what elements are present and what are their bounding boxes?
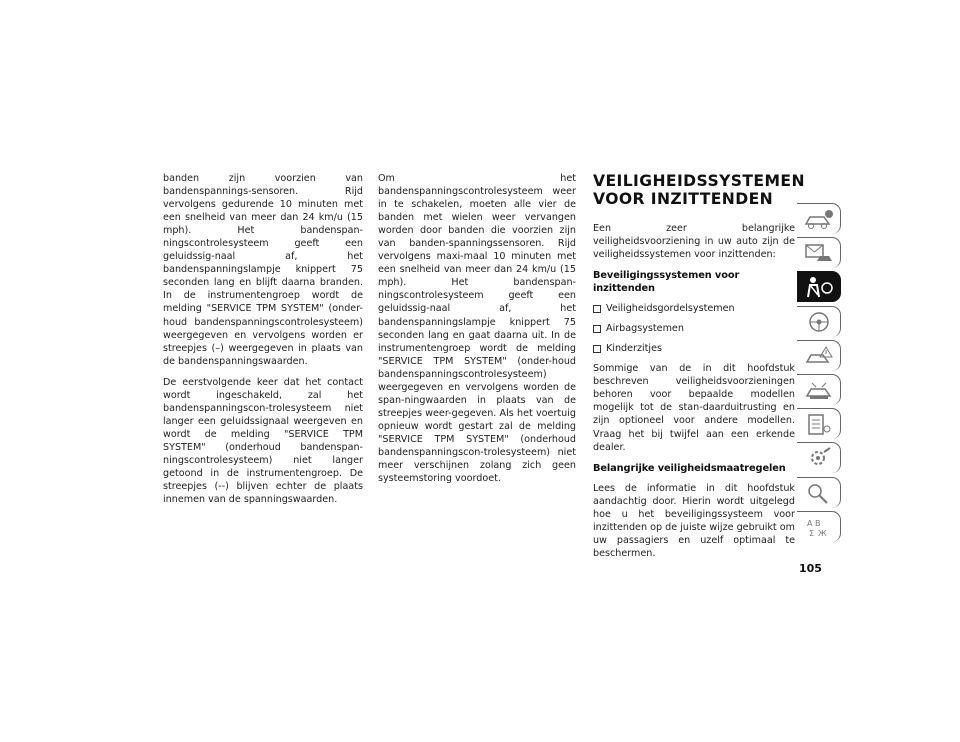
- tab-technical[interactable]: [797, 442, 841, 473]
- tab-languages[interactable]: [797, 511, 841, 542]
- svg-text:Ж: Ж: [818, 528, 827, 538]
- svg-text:A: A: [807, 518, 813, 528]
- tab-safety[interactable]: [797, 271, 841, 302]
- sub-heading-safety-tips: Belangrijke veiligheidsmaatregelen: [593, 462, 786, 474]
- car-info-icon: [802, 207, 836, 231]
- tab-maintenance[interactable]: [797, 408, 841, 439]
- tab-breakdown[interactable]: [797, 374, 841, 405]
- magnifier-icon: [802, 481, 836, 505]
- bullet-item: [593, 322, 795, 335]
- checkbox-bullet-icon: [593, 305, 601, 313]
- chapter-tabs: [797, 203, 841, 545]
- text-column-middle: [378, 172, 576, 493]
- paragraph: Sommige van de in dit hoofdstuk beschreven veiligheidsvoorzieningen behoren voor bepaalde modellen mogelijk tot de stan-daarduitrusting en zijn optioneel voor andere modellen. Vraag het bij twijfel aan een erkende dealer.: [593, 363, 795, 453]
- car-warning-icon: [802, 344, 836, 368]
- paragraph: Lees de informatie in dit hoofdstuk aandachtig door. Hierin wordt uitgelegd hoe u het beveiligingssysteem voor inzittenden op de juiste wijze gebruikt om uw passagiers en uzelf optimaal te beschermen.: [593, 482, 795, 559]
- tab-starting[interactable]: [797, 306, 841, 337]
- tab-car-info[interactable]: [797, 203, 841, 234]
- text-column-left: [163, 172, 363, 514]
- tab-emergency[interactable]: [797, 340, 841, 371]
- section-heading: [593, 172, 805, 208]
- section-heading-line-1: VEILIGHEIDSSYSTEMEN: [593, 172, 805, 190]
- text-column-right: [593, 172, 805, 568]
- checkbox-bullet-icon: [593, 345, 601, 353]
- gear-wrench-icon: [802, 446, 836, 470]
- steering-wheel-icon: [802, 310, 836, 334]
- bullet-item: [593, 342, 795, 355]
- bullet-text: Veiligheidsgordelsystemen: [606, 303, 735, 315]
- bullet-text: Kinderzitjes: [606, 343, 663, 355]
- language-icon: [802, 515, 836, 539]
- seatbelt-airbag-icon: [802, 275, 836, 299]
- envelope-car-icon: [802, 241, 836, 265]
- sub-heading-restraint-systems: Beveiligingssystemen voor inzittenden: [593, 270, 740, 295]
- section-heading-line-2: VOOR INZITTENDEN: [593, 190, 774, 208]
- svg-text:В: В: [815, 518, 821, 528]
- paragraph: Om het bandenspanningscontrolesysteem weer in te schakelen, moeten alle vier de banden met wielen weer vervangen worden door banden die voorzien zijn van banden-spanningssensoren. Rijd vervolgens maxi-maal 10 minuten met een snelheid van meer dan 24 km/u (15 mph). Het bandenspan-ningscontrolesysteem geeft een geluidssig-naal af, het bandenspanningslampje knippert 75 seconden lang en gaat daarna uit. In de instrumentengroep wordt de melding "SERVICE TPM SYSTEM" (onder-houd bandenspanningscontrolesysteem) weergegeven en vervolgens worden de span-ningwaarden in plaats van de streepjes weer-gegeven. Als het voertuig opnieuw wordt gestart zal de melding "SERVICE TPM SYSTEM" (onderhoud bandenspanningscon-trolesysteem) niet meer verschijnen zolang zich geen systeemstoring voordoet.: [378, 173, 576, 485]
- svg-text:Σ: Σ: [809, 528, 815, 538]
- intro-paragraph: Een zeer belangrijke veiligheidsvoorziening in uw auto zijn de veiligheidssystemen voor inzittenden:: [593, 223, 795, 261]
- paragraph: De eerstvolgende keer dat het contact wordt ingeschakeld, zal het bandenspanningscon-trolesysteem niet langer een geluidssignaal weergeven en wordt de melding "SERVICE TPM SYSTEM" (onderhoud bandenspan-ningscontrolesysteem) niet langer getoond in de instrumentengroep. De streepjes (--) blijven echter de plaats innemen van de spanningswaarden.: [163, 376, 363, 506]
- paragraph: banden zijn voorzien van bandenspannings-sensoren. Rijd vervolgens gedurende 10 minuten met een snelheid van meer dan 24 km/u (15 mph). Het bandenspan-ningscontrolesysteem geeft een geluidssig-naal af, het bandenspanningslampje knippert 75 seconden lang en blijft daarna branden. In de instrumentengroep wordt de melding "SERVICE TPM SYSTEM" (onder-houd bandenspanningscontrolesysteem) weergegeven en vervolgens worden er streepjes (–) weergegeven in plaats van de bandenspanningswaarden.: [163, 173, 363, 367]
- maintenance-checklist-icon: [802, 412, 836, 436]
- tab-index[interactable]: [797, 477, 841, 508]
- bullet-item: [593, 302, 795, 315]
- car-emergency-icon: [802, 378, 836, 402]
- bullet-text: Airbagsystemen: [606, 323, 684, 335]
- checkbox-bullet-icon: [593, 325, 601, 333]
- page-number: 105: [799, 562, 822, 575]
- tab-messages[interactable]: [797, 237, 841, 268]
